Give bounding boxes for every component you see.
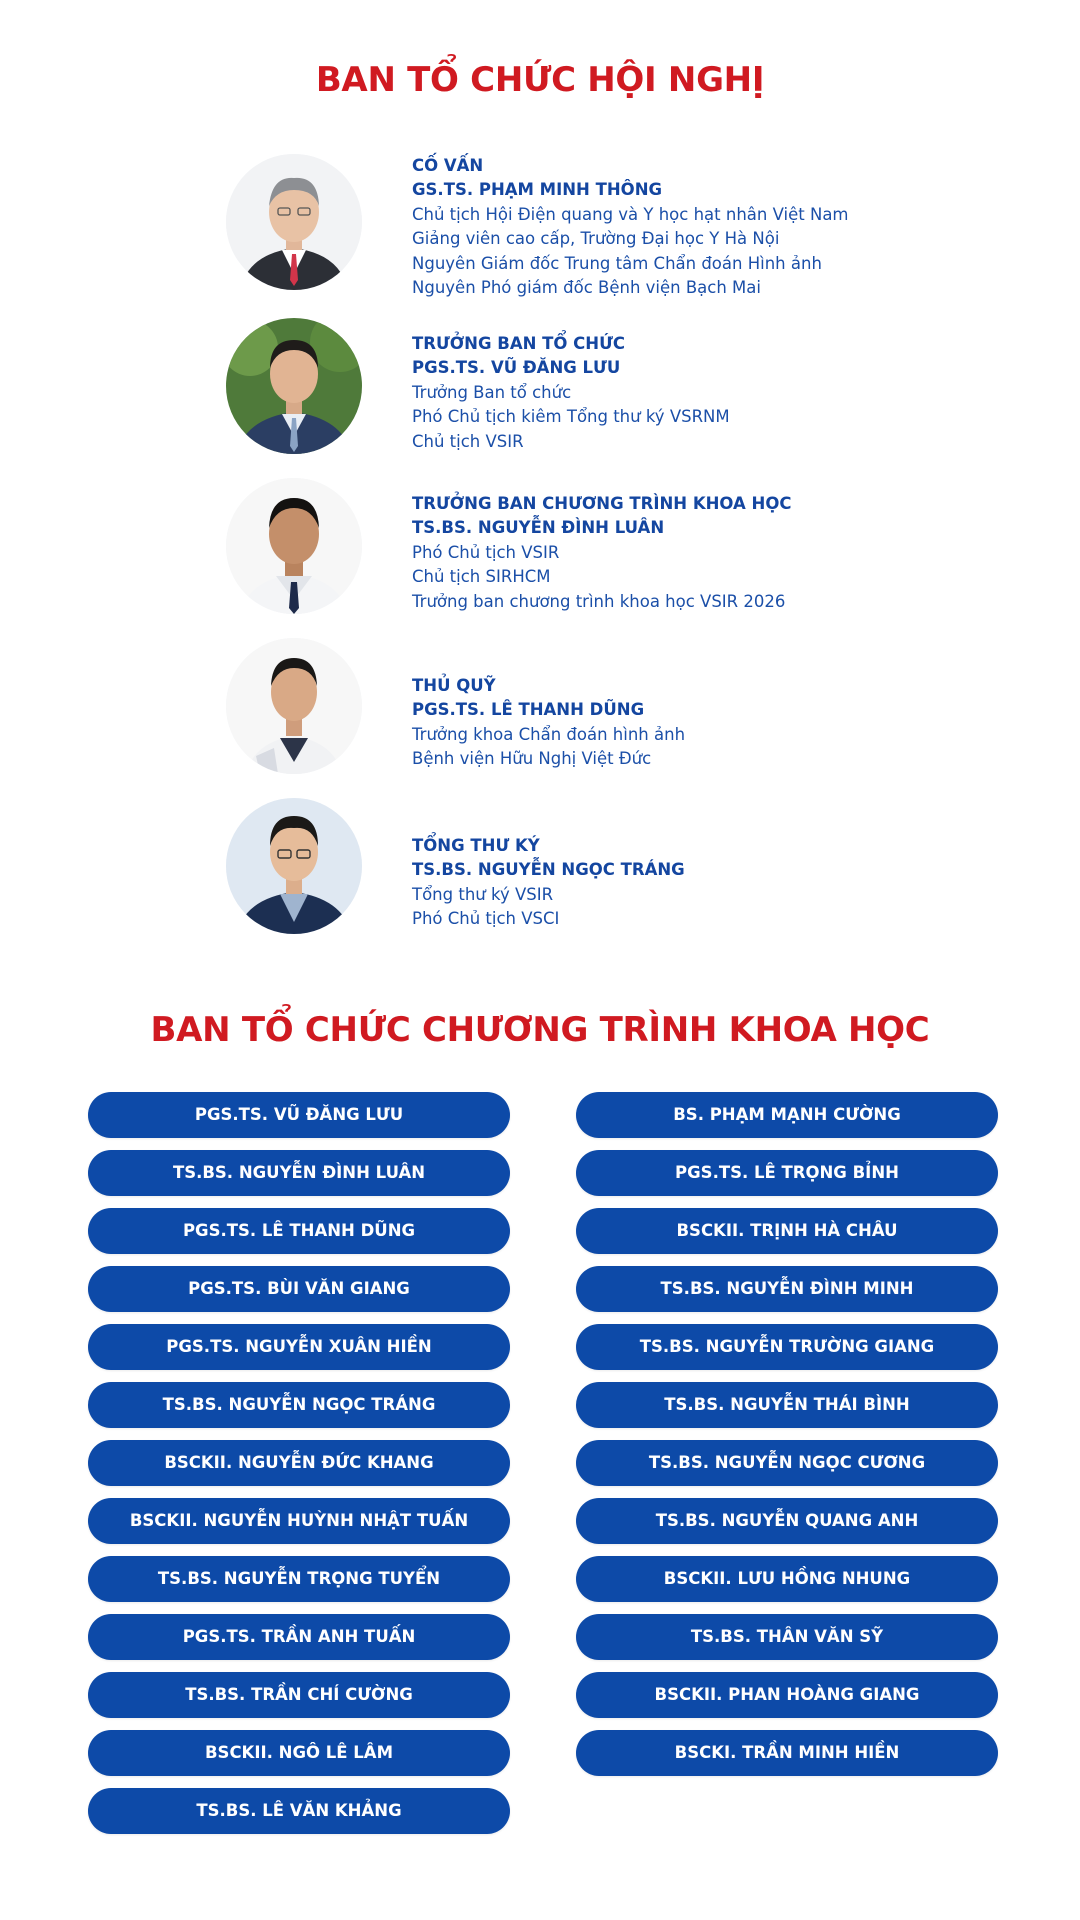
avatar-photo (226, 798, 362, 934)
committee-member-pill[interactable]: TS.BS. NGUYỄN TRỌNG TUYỂN (88, 1556, 510, 1602)
committee-member-pill[interactable]: TS.BS. NGUYỄN NGỌC TRÁNG (88, 1382, 510, 1428)
committee-member-pill[interactable]: BSCKII. NGUYỄN HUỲNH NHẬT TUẤN (88, 1498, 510, 1544)
scientific-committee-title: BAN TỔ CHỨC CHƯƠNG TRÌNH KHOA HỌC (150, 1010, 930, 1050)
committee-member-pill[interactable]: TS.BS. NGUYỄN THÁI BÌNH (576, 1382, 998, 1428)
committee-member-pill[interactable]: TS.BS. THÂN VĂN SỸ (576, 1614, 998, 1660)
avatar-photo (226, 638, 362, 774)
member-card-advisor (226, 154, 946, 298)
committee-member-pill[interactable]: PGS.TS. TRẦN ANH TUẤN (88, 1614, 510, 1660)
member-detail: Phó Chủ tịch VSCI (412, 909, 560, 929)
member-card-scientific-head (226, 478, 946, 618)
member-name: TS.BS. NGUYỄN ĐÌNH LUÂN (412, 518, 665, 538)
member-name: PGS.TS. VŨ ĐĂNG LƯU (412, 358, 621, 378)
committee-member-pill[interactable]: TS.BS. NGUYỄN QUANG ANH (576, 1498, 998, 1544)
member-detail: Chủ tịch VSIR (412, 431, 524, 451)
committee-member-pill[interactable]: PGS.TS. LÊ TRỌNG BỈNH (576, 1150, 998, 1196)
committee-member-pill[interactable]: BSCKII. LƯU HỒNG NHUNG (576, 1556, 998, 1602)
member-detail: Trưởng khoa Chẩn đoán hình ảnh (412, 724, 686, 744)
committee-member-pill[interactable]: TS.BS. NGUYỄN ĐÌNH LUÂN (88, 1150, 510, 1196)
member-name: PGS.TS. LÊ THANH DŨNG (412, 700, 645, 720)
committee-member-pill[interactable]: TS.BS. NGUYỄN ĐÌNH MINH (576, 1266, 998, 1312)
committee-member-pill[interactable]: BSCKII. NGUYỄN ĐỨC KHANG (88, 1440, 510, 1486)
member-detail: Nguyên Giám đốc Trung tâm Chẩn đoán Hình ảnh (412, 253, 822, 273)
organizing-committee-title: BAN TỔ CHỨC HỘI NGHỊ (315, 60, 765, 100)
committee-member-pill[interactable]: BSCKII. PHAN HOÀNG GIANG (576, 1672, 998, 1718)
member-detail: Trưởng Ban tổ chức (412, 382, 572, 402)
member-name: TS.BS. NGUYỄN NGỌC TRÁNG (412, 860, 685, 880)
member-card-head-organizer (226, 318, 946, 458)
committee-member-pill[interactable]: PGS.TS. BÙI VĂN GIANG (88, 1266, 510, 1312)
committee-member-pill[interactable]: PGS.TS. NGUYỄN XUÂN HIỀN (88, 1324, 510, 1370)
member-role: THỦ QUỸ (412, 676, 496, 695)
avatar-photo (226, 154, 362, 290)
committee-member-pill[interactable]: BSCKI. TRẦN MINH HIỀN (576, 1730, 998, 1776)
committee-member-pill[interactable]: PGS.TS. LÊ THANH DŨNG (88, 1208, 510, 1254)
member-detail: Phó Chủ tịch VSIR (412, 542, 560, 562)
committee-member-pill[interactable]: BSCKII. NGÔ LÊ LÂM (88, 1730, 510, 1776)
committee-member-pill[interactable]: BSCKII. TRỊNH HÀ CHÂU (576, 1208, 998, 1254)
avatar-photo (226, 318, 362, 454)
member-name: GS.TS. PHẠM MINH THÔNG (412, 180, 663, 200)
committee-member-pill[interactable]: PGS.TS. VŨ ĐĂNG LƯU (88, 1092, 510, 1138)
committee-member-pill[interactable]: TS.BS. NGUYỄN NGỌC CƯƠNG (576, 1440, 998, 1486)
member-detail: Nguyên Phó giám đốc Bệnh viện Bạch Mai (412, 278, 761, 298)
member-detail: Bệnh viện Hữu Nghị Việt Đức (412, 749, 652, 769)
committee-member-pill[interactable]: BS. PHẠM MẠNH CƯỜNG (576, 1092, 998, 1138)
member-role: CỐ VẤN (412, 156, 484, 175)
avatar-photo (226, 478, 362, 614)
member-detail: Giảng viên cao cấp, Trường Đại học Y Hà Nội (412, 229, 780, 249)
member-detail: Phó Chủ tịch kiêm Tổng thư ký VSRNM (412, 407, 730, 427)
committee-member-pill[interactable]: TS.BS. LÊ VĂN KHẢNG (88, 1788, 510, 1834)
member-role: TRƯỞNG BAN CHƯƠNG TRÌNH KHOA HỌC (412, 494, 792, 513)
member-role: TỔNG THƯ KÝ (412, 836, 540, 855)
member-card-secretary-general (226, 798, 946, 938)
member-card-treasurer (226, 638, 946, 778)
committee-member-pill[interactable]: TS.BS. NGUYỄN TRƯỜNG GIANG (576, 1324, 998, 1370)
member-role: TRƯỞNG BAN TỔ CHỨC (412, 334, 625, 353)
member-detail: Trưởng ban chương trình khoa học VSIR 2026 (412, 591, 786, 611)
member-detail: Tổng thư ký VSIR (412, 884, 554, 904)
committee-member-pill[interactable]: TS.BS. TRẦN CHÍ CƯỜNG (88, 1672, 510, 1718)
member-detail: Chủ tịch SIRHCM (412, 567, 551, 587)
member-detail: Chủ tịch Hội Điện quang và Y học hạt nhân Việt Nam (412, 204, 849, 224)
